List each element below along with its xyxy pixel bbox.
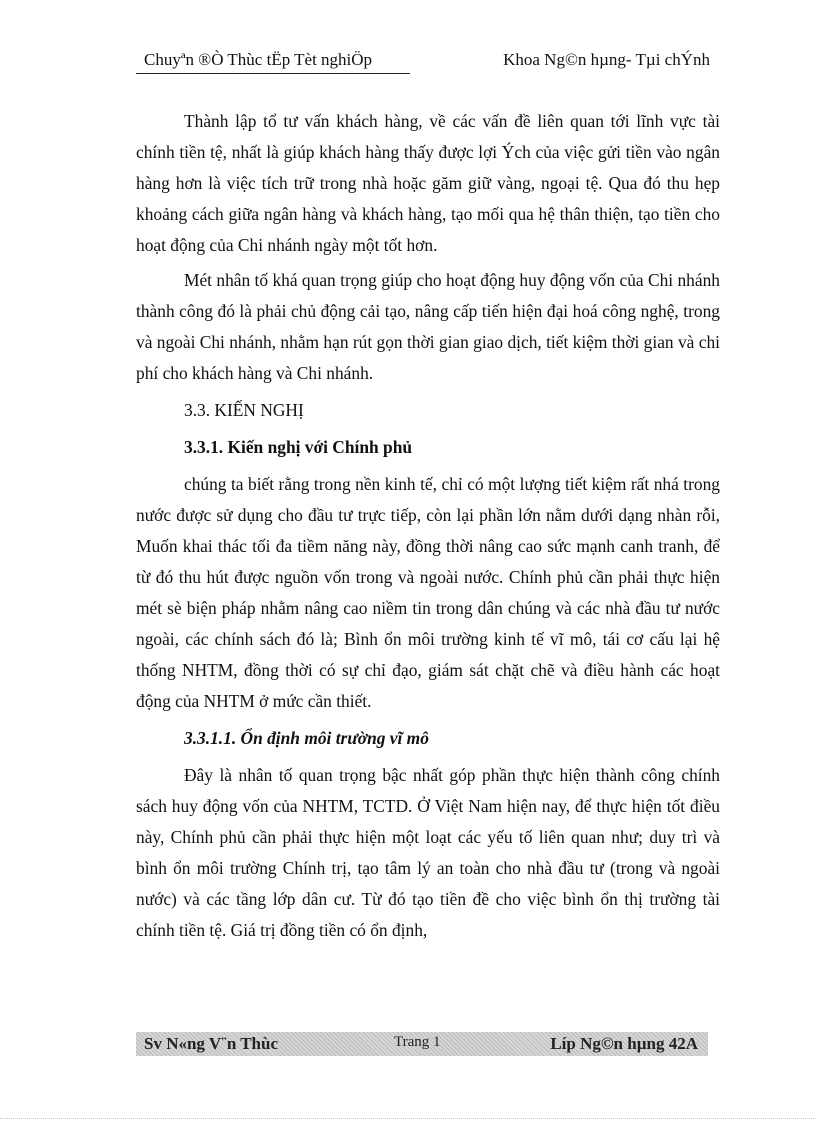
footer-student-name: Sv N«ng V¨n Thùc <box>144 1034 279 1053</box>
paragraph-macro-stability: Đây là nhân tố quan trọng bậc nhất góp phần thực hiện thành công chính sách huy động vốn của NHTM, TCTD. Ở Việt Nam hiện nay, để thực hiện tốt điều này, Chính phủ cần phải thực hiện một loạt các yếu tố liên quan như; duy trì và bình ổn môi trường Chính trị, tạo tâm lý an toàn cho nhà đầu tư (trong và ngoài nước) và các tầng lớp dân cư. Từ đó tạo tiền đề cho việc bình ổn thị trường tài chính tiền tệ. Giá trị đồng tiền có ổn định, <box>136 765 720 940</box>
paragraph-government-measures: chúng ta biết rằng trong nền kinh tế, chỉ có một lượng tiết kiệm rất nhá trong nước được sử dụng cho đầu tư trực tiếp, còn lại phần lớn nằm dưới dạng nhàn rỗi, Muốn khai thác tối đa tiềm năng này, đồng thời nâng cao sức mạnh canh tranh, để từ đó thu hút được nguồn vốn trong và ngoài nước. Chính phủ cần phải thực hiện mét sè biện pháp nhằm nâng cao niềm tin trong dân chúng và các nhà đầu tư nước ngoài, các chính sách đó là; Bình ổn môi trường kinh tế vĩ mô, tái cơ cấu lại hệ thống NHTM, đồng thời có sự chỉ đạo, giám sát chặt chẽ và điều hành các hoạt động của NHTM ở mức cần thiết. <box>136 474 720 711</box>
page-boundary <box>0 1118 816 1119</box>
document-body <box>136 106 720 946</box>
footer-page-number: Trang 1 <box>394 1034 441 1050</box>
section-heading-recommendations: 3.3. KIẾN NGHỊ <box>184 400 304 420</box>
page-header <box>136 48 716 76</box>
page-footer <box>136 1032 708 1056</box>
footer-class-name: Líp Ng©n hµng 42A <box>550 1034 698 1053</box>
paragraph-customer-advisory: Thành lập tổ tư vấn khách hàng, về các vấn đề liên quan tới lĩnh vực tài chính tiền tệ, nhất là giúp khách hàng thấy được lợi Ých của việc gửi tiền vào ngân hàng hơn là việc tích trữ trong nhà hoặc găm giữ vàng, ngoại tệ. Qua đó thu hẹp khoảng cách giữa ngân hàng và khách hàng, tạo mối qua hệ thân thiện, tạo tiền cho hoạt động của Chi nhánh ngày một tốt hơn. <box>136 111 720 255</box>
paragraph-technology-upgrade: Mét nhân tố khá quan trọng giúp cho hoạt động huy động vốn của Chi nhánh thành công đó là phải chủ động cải tạo, nâng cấp tiến hiện đại hoá công nghệ, trong và ngoài Chi nhánh, nhằm hạn rút gọn thời gian giao dịch, tiết kiệm thời gian và chi phí cho khách hàng và Chi nhánh. <box>136 270 720 383</box>
header-department: Khoa Ng©n hµng- Tµi chÝnh <box>503 50 710 69</box>
header-document-title: Chuyªn ®Ò Thùc tËp Tèt nghiÖp <box>136 50 410 74</box>
subsection-heading-government: 3.3.1. Kiến nghị với Chính phủ <box>184 437 413 457</box>
subsubsection-heading-macro-stability: 3.3.1.1. Ổn định môi trường vĩ mô <box>184 728 429 748</box>
